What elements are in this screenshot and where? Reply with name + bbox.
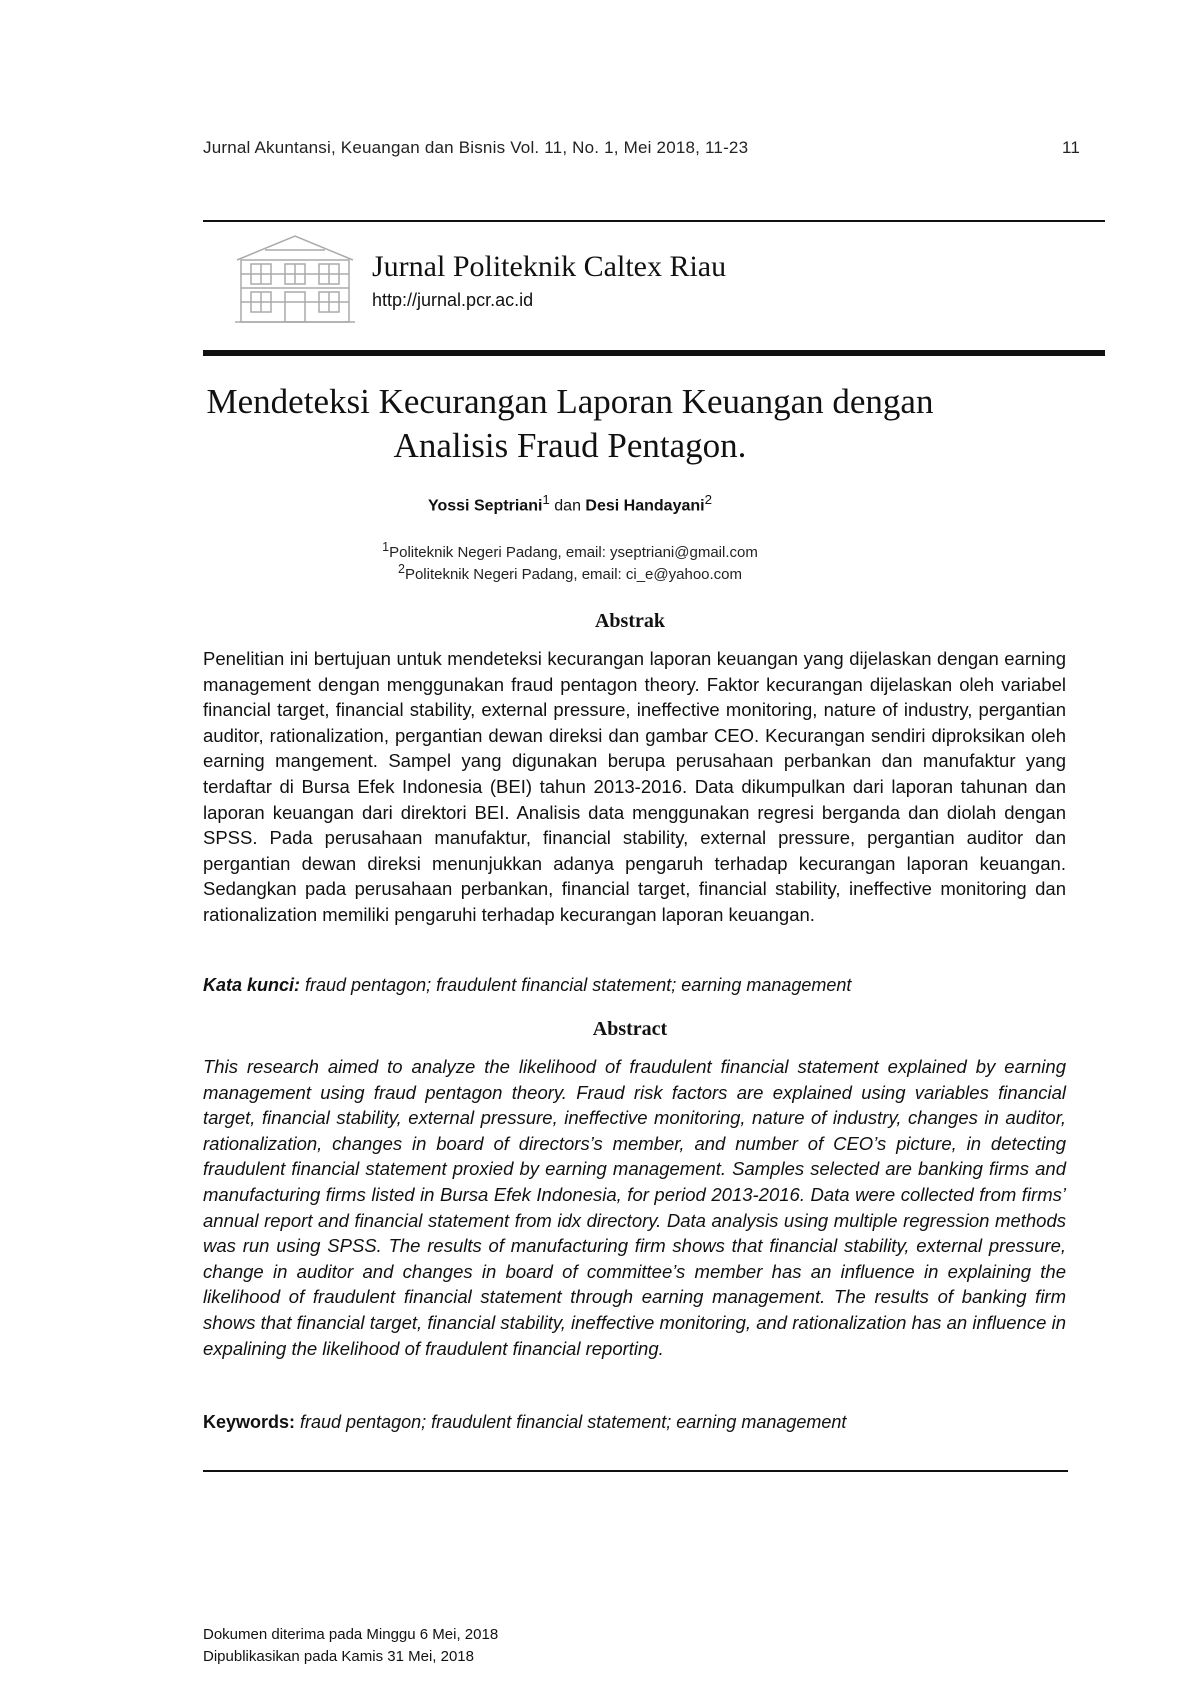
abstrak-body: Penelitian ini bertujuan untuk mendeteksi kecurangan laporan keuangan yang dijelaskan dengan earning management dengan menggunakan fraud pentagon theory. Faktor kecurangan dijelaskan oleh variabel financial target, financial stability, external pressure, ineffective monitoring, nature of industry, pergantian auditor, rationalization, pergantian dewan direksi dan gambar CEO. Kecurangan sendiri diproksikan oleh earning mangement. Sampel yang digunakan berupa perusahaan perbankan dan manufaktur yang terdaftar di Bursa Efek Indonesia (BEI) tahun 2013-2016. Data dikumpulkan dari laporan tahunan dan laporan keuangan dari direktori BEI. Analisis data menggunakan regresi berganda dan diolah dengan SPSS. Pada perusahaan manufaktur, financial stability, external pressure, pergantian auditor dan pergantian dewan direksi menunjukkan adanya pengaruh terhadap kecurangan laporan keuangan. Sedangkan pada perusahaan perbankan, financial target, financial stability, ineffective monitoring dan rationalization memiliki pengaruhi terhadap kecurangan laporan keuangan. bbox=[203, 648, 1066, 925]
paper-title bbox=[180, 380, 960, 468]
paper-title-line-1: Mendeteksi Kecurangan Laporan Keuangan dengan bbox=[206, 382, 934, 421]
authors bbox=[180, 492, 960, 515]
header-rule-thick bbox=[203, 350, 1105, 356]
affiliation-2-text: Politeknik Negeri Padang, email: ci_e@yahoo.com bbox=[404, 566, 743, 583]
paper-title-line-2: Analisis Fraud Pentagon. bbox=[393, 426, 747, 465]
footnote-published: Dipublikasikan pada Kamis 31 Mei, 2018 bbox=[203, 1648, 474, 1665]
kata-kunci-text: fraud pentagon; fraudulent financial statement; earning management bbox=[300, 975, 852, 995]
header-rule-top bbox=[203, 220, 1105, 222]
keywords-label: Keywords: bbox=[203, 1412, 296, 1432]
abstract-body: This research aimed to analyze the likelihood of fraudulent financial statement explained by earning management using fraud pentagon theory. Fraud risk factors are explained using variables financial target, financial stability, external pressure, ineffective monitoring, nature of industry, changes in auditor, rationalization, changes in board of directors’s member, and number of CEO’s picture, in detecting fraudulent financial statement proxied by earning management. Samples selected are banking firms and manufacturing firms listed in Bursa Efek Indonesia, for period 2013-2016. Data were collected from firms’ annual report and financial statement from idx directory. Data analysis using multiple regression methods was run using SPSS. The results of manufacturing firm shows that financial stability, external pressure, change in auditor and changes in board of committee’s member has an influence in explaining the likelihood of fraudulent financial statement through earning management. The results of banking firm shows that financial target, financial stability, ineffective monitoring, and rationalization has an influence in expalining the likelihood of fraudulent financial reporting. bbox=[203, 1056, 1066, 1359]
keywords bbox=[203, 1412, 1066, 1433]
building-logo-icon bbox=[235, 230, 355, 330]
kata-kunci bbox=[203, 975, 1066, 996]
keywords-text: fraud pentagon; fraudulent financial statement; earning management bbox=[295, 1412, 847, 1432]
abstract-heading: Abstract bbox=[592, 1018, 668, 1040]
kata-kunci-label: Kata kunci: bbox=[203, 975, 301, 995]
affiliation-1 bbox=[180, 540, 960, 561]
affiliation-2-sup: 2 bbox=[397, 562, 405, 576]
running-title: Jurnal Akuntansi, Keuangan dan Bisnis Vol. 11, No. 1, Mei 2018, 11-23 bbox=[203, 138, 749, 157]
footnote-received: Dokumen diterima pada Minggu 6 Mei, 2018 bbox=[203, 1626, 499, 1643]
author-conjunction: dan bbox=[549, 497, 586, 515]
page-number: 11 bbox=[1061, 138, 1080, 157]
journal-name: Jurnal Politeknik Caltex Riau bbox=[372, 250, 727, 283]
running-header bbox=[203, 138, 1080, 158]
abstrak-heading: Abstrak bbox=[594, 610, 665, 632]
abstract-end-rule bbox=[203, 1470, 1068, 1472]
journal-url[interactable]: http://jurnal.pcr.ac.id bbox=[372, 290, 534, 310]
author-1: Yossi Septriani bbox=[428, 497, 543, 515]
author-2-sup: 2 bbox=[704, 492, 712, 507]
affiliation-2 bbox=[180, 562, 960, 583]
author-1-sup: 1 bbox=[542, 492, 550, 507]
affiliation-1-text: Politeknik Negeri Padang, email: yseptriani@gmail.com bbox=[389, 544, 758, 561]
author-2: Desi Handayani bbox=[585, 497, 705, 515]
journal-logo bbox=[235, 230, 355, 330]
affiliation-1-sup: 1 bbox=[382, 540, 390, 554]
